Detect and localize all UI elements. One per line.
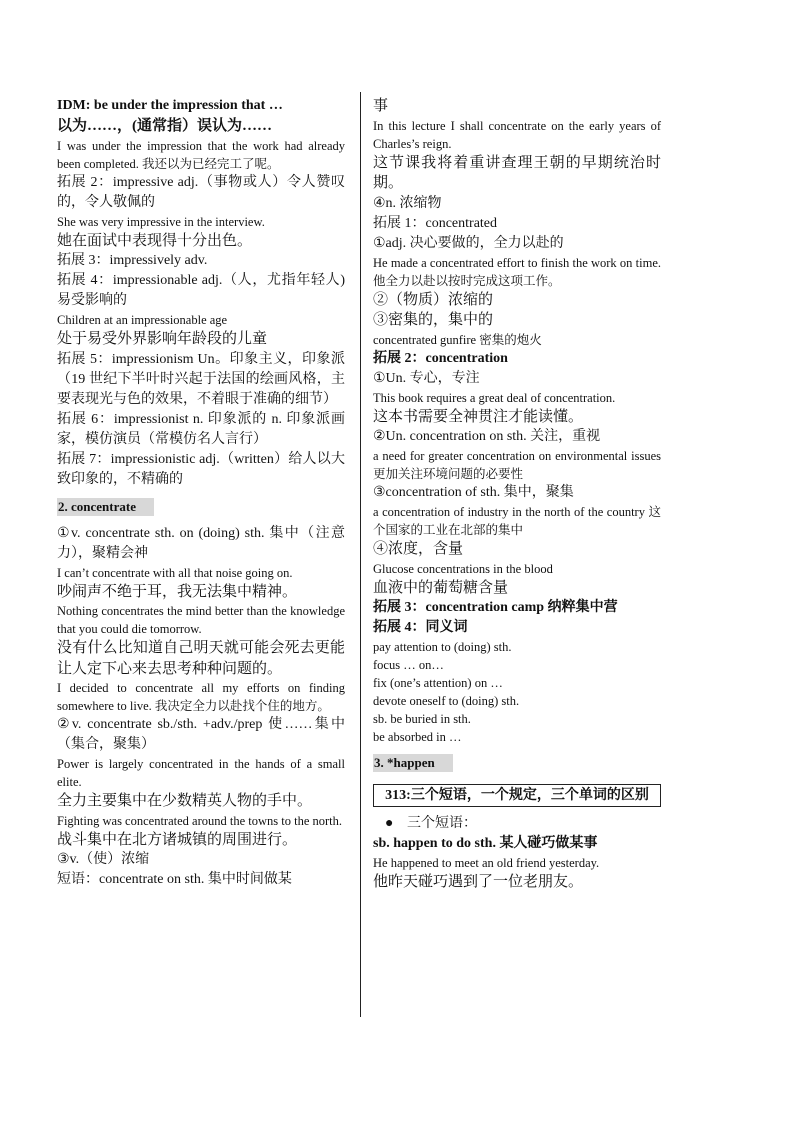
text-line: ①v. concentrate sth. on (doing) sth. 集中（注意力），聚精会神 [57,525,345,561]
text-line: a concentration of industry in the north of the country 这个国家的工业在北部的集中 [373,505,661,537]
text-line: 拓展 2：concentration [373,350,508,366]
text-line: 拓展 1：concentrated [373,215,498,231]
text-line: 血液中的葡萄糖含量 [373,579,509,596]
text-line: 拓展 7：impressionistic adj.（written）给人以大致印象的，不精确的 [57,451,345,487]
text-line: Nothing concentrates the mind better than the knowledge that you could die tomorrow. [57,604,345,636]
text-line: 全力主要集中在少数精英人物的手中。 [57,793,313,809]
text-line: ①Un. 专心，专注 [373,370,480,386]
text-line: 吵闹声不绝于耳，我无法集中精神。 [57,583,298,600]
text-line: In this lecture I shall concentrate on the early years of Charles’s reign. [373,118,661,151]
text-line: I can’t concentrate with all that noise going on. [57,565,293,580]
right-column [373,96,661,893]
text-line: Children at an impressionable age [57,313,228,327]
section-heading: 3. *happen [373,754,453,772]
text-line: 事 [373,98,389,114]
text-line: 他昨天碰巧遇到了一位老朋友。 [373,874,584,890]
text-line: sb. be buried in sth. [373,712,471,726]
text-line: 这本书需要全神贯注才能读懂。 [373,408,584,425]
column-divider [360,92,361,1017]
bullet-icon: ● [385,816,394,831]
text-line: Fighting was concentrated around the towns to the north. [57,813,343,828]
text-line: Power is largely concentrated in the hands of a small elite. [57,757,345,789]
section-heading-wrapper [373,746,661,780]
text-line: a need for greater concentration on environmental issues 更加关注环境问题的必要性 [373,449,661,481]
text-line: This book requires a great deal of concentration. [373,390,616,405]
text-line: ③密集的，集中的 [373,312,494,328]
text-line: 拓展 6：impressionist n. 印象派的 n. 印象派画家，模仿演员（常模仿名人言行） [57,411,345,447]
text-line: ④n. 浓缩物 [373,195,442,211]
text-line: be absorbed in … [373,730,462,744]
text-line: I decided to concentrate all my efforts on finding somewhere to live. 我决定全力以赴找个住的地方。 [57,681,345,713]
text-line: ①adj. 决心要做的，全力以赴的 [373,235,564,251]
text-line: fix (one’s attention) on … [373,676,503,690]
left-column [57,96,345,890]
text-line: ③v.（使）浓缩 [57,852,150,867]
text-line: He happened to meet an old friend yesterday. [373,856,600,870]
text-line: 拓展 3：concentration camp 纳粹集中营 [373,600,618,615]
text-line: ③concentration of sth. 集中，聚集 [373,485,574,500]
section-heading-wrapper [57,490,345,524]
text-line: He made a concentrated effort to finish the work on time. 他全力以赴以按时完成这项工作。 [373,255,661,288]
text-line: Glucose concentrations in the blood [373,561,553,576]
section-heading: 2. concentrate [57,498,154,516]
text-line: sb. happen to do sth. 某人碰巧做某事 [373,836,598,851]
text-line: 拓展 5：impressionism Un。印象主义，印象派（19 世纪下半叶时兴起于法国的绘画风格，主要表现光与色的效果，不着眼于准确的细节） [57,351,345,407]
text-line: ②Un. concentration on sth. 关注，重视 [373,429,601,444]
text-line: ②v. concentrate sb./sth. +adv./prep 使……集中（集合，聚集） [57,717,345,752]
text-line: pay attention to (doing) sth. [373,640,512,654]
text-line: 她在面试中表现得十分出色。 [57,232,253,249]
bullet-text: 三个短语： [407,816,477,831]
text-line: 以为……，(通常指）误认为…… [57,118,272,134]
bullet-item [373,813,661,834]
text-line: devote oneself to (doing) sth. [373,694,520,708]
text-line: 没有什么比知道自己明天就可能会死去更能让人定下心来去思考种种问题的。 [57,640,345,677]
text-line: 拓展 2：impressive adj.（事物或人）令人赞叹的，令人敬佩的 [57,174,345,210]
text-line: 拓展 3：impressively adv. [57,253,208,268]
boxed-title: 313:三个短语，一个规定，三个单词的区别 [373,784,661,807]
text-line: ②（物质）浓缩的 [373,291,494,308]
text-line: IDM: be under the impression that … [57,98,283,113]
text-line: ④浓度，含量 [373,541,464,557]
text-line: 短语：concentrate on sth. 集中时间做某 [57,872,292,887]
text-line: 战斗集中在北方诸城镇的周围进行。 [57,831,298,848]
text-line: 这节课我将着重讲查理王朝的早期统治时期。 [373,154,661,191]
text-line: focus … on… [373,658,444,672]
text-line: 拓展 4：同义词 [373,620,468,635]
text-line: I was under the impression that the work had already been completed. 我还以为已经完工了呢。 [57,138,345,171]
text-line: concentrated gunfire 密集的炮火 [373,332,542,347]
text-line: 拓展 4：impressionable adj.（人，尤指年轻人)易受影响的 [57,273,345,308]
text-line: She was very impressive in the interview. [57,214,265,229]
text-line: 处于易受外界影响年龄段的儿童 [57,331,268,347]
